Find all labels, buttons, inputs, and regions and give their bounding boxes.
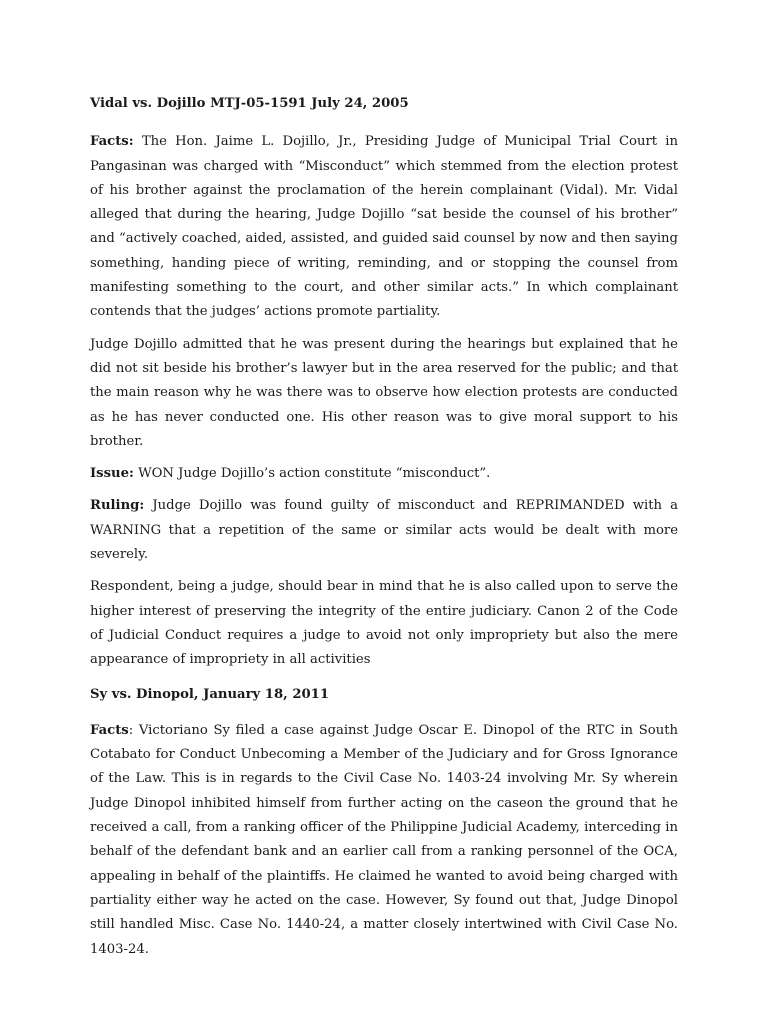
ruling-text: Judge Dojillo was found guilty of misconduct and REPRIMANDED with a WARNING that a repetition of the same or similar acts would be dealt with more severely. [90, 498, 678, 563]
case-title-vidal-vs-dojillo: Vidal vs. Dojillo MTJ-05-1591 July 24, 2005 [90, 96, 409, 111]
facts-text: : Victoriano Sy filed a case against Judge Oscar E. Dinopol of the RTC in South Cotabato for Conduct Unbecoming a Member of the Judiciary and for Gross Ignorance of the Law. This is in regards to the Civil Case No. 1403-24 involving Mr. Sy wherein Judge Dinopol inhibited himself from further acting on the caseon the ground that he received a call, from a ranking officer of the Philippine Judicial Academy, interceding in behalf of the defendant bank and an earlier call from a ranking personnel of the OCA, appealing in behalf of the plaintiffs. He claimed he wanted to avoid being charged with partiality either way he acted on the case. However, Sy found out that, Judge Dinopol still handled Misc. Case No. 1440-24, a matter closely intertwined with Civil Case No. 1403-24. [90, 722, 678, 957]
case1-facts-paragraph [90, 130, 678, 324]
document-page [90, 92, 678, 962]
facts-label: Facts: [90, 134, 134, 150]
facts-label: Facts [90, 722, 129, 738]
case2-facts-paragraph [90, 719, 678, 962]
case1-facts-continued-paragraph: Judge Dojillo admitted that he was present during the hearings but explained that he did not sit beside his brother’s lawyer but in the area reserved for the public; and that the main reason why he was there was to observe how election protests are conducted as he has never conducted one. His other reason was to give moral support to his brother. [90, 336, 678, 449]
case1-issue-paragraph [90, 462, 678, 486]
case1-ruling-continued-paragraph: Respondent, being a judge, should bear in mind that he is also called upon to serve the higher interest of preserving the integrity of the entire judiciary. Canon 2 of the Code of Judicial Conduct requires a judge to avoid not only impropriety but also the mere appearance of impropriety in all activities [90, 579, 678, 668]
ruling-label: Ruling: [90, 498, 145, 514]
case-title-sy-vs-dinopol: Sy vs. Dinopol, January 18, 2011 [90, 686, 330, 702]
issue-text: WON Judge Dojillo’s action constitute “misconduct”. [133, 466, 491, 482]
facts-text: The Hon. Jaime L. Dojillo, Jr., Presiding Judge of Municipal Trial Court in Pangasinan was charged with “Misconduct” which stemmed from the election protest of his brother against the proclamation of the herein complainant (Vidal). Mr. Vidal alleged that during the hearing, Judge Dojillo “sat beside the counsel of his brother” and “actively coached, aided, assisted, and guided said counsel by now and then saying something, handing piece of writing, reminding, and or stopping the counsel from manifesting something to the court, and other similar acts.” In which complainant contends that the judges’ actions promote partiality. [90, 134, 678, 320]
case1-ruling-paragraph [90, 494, 678, 567]
issue-label: Issue: [90, 466, 134, 482]
